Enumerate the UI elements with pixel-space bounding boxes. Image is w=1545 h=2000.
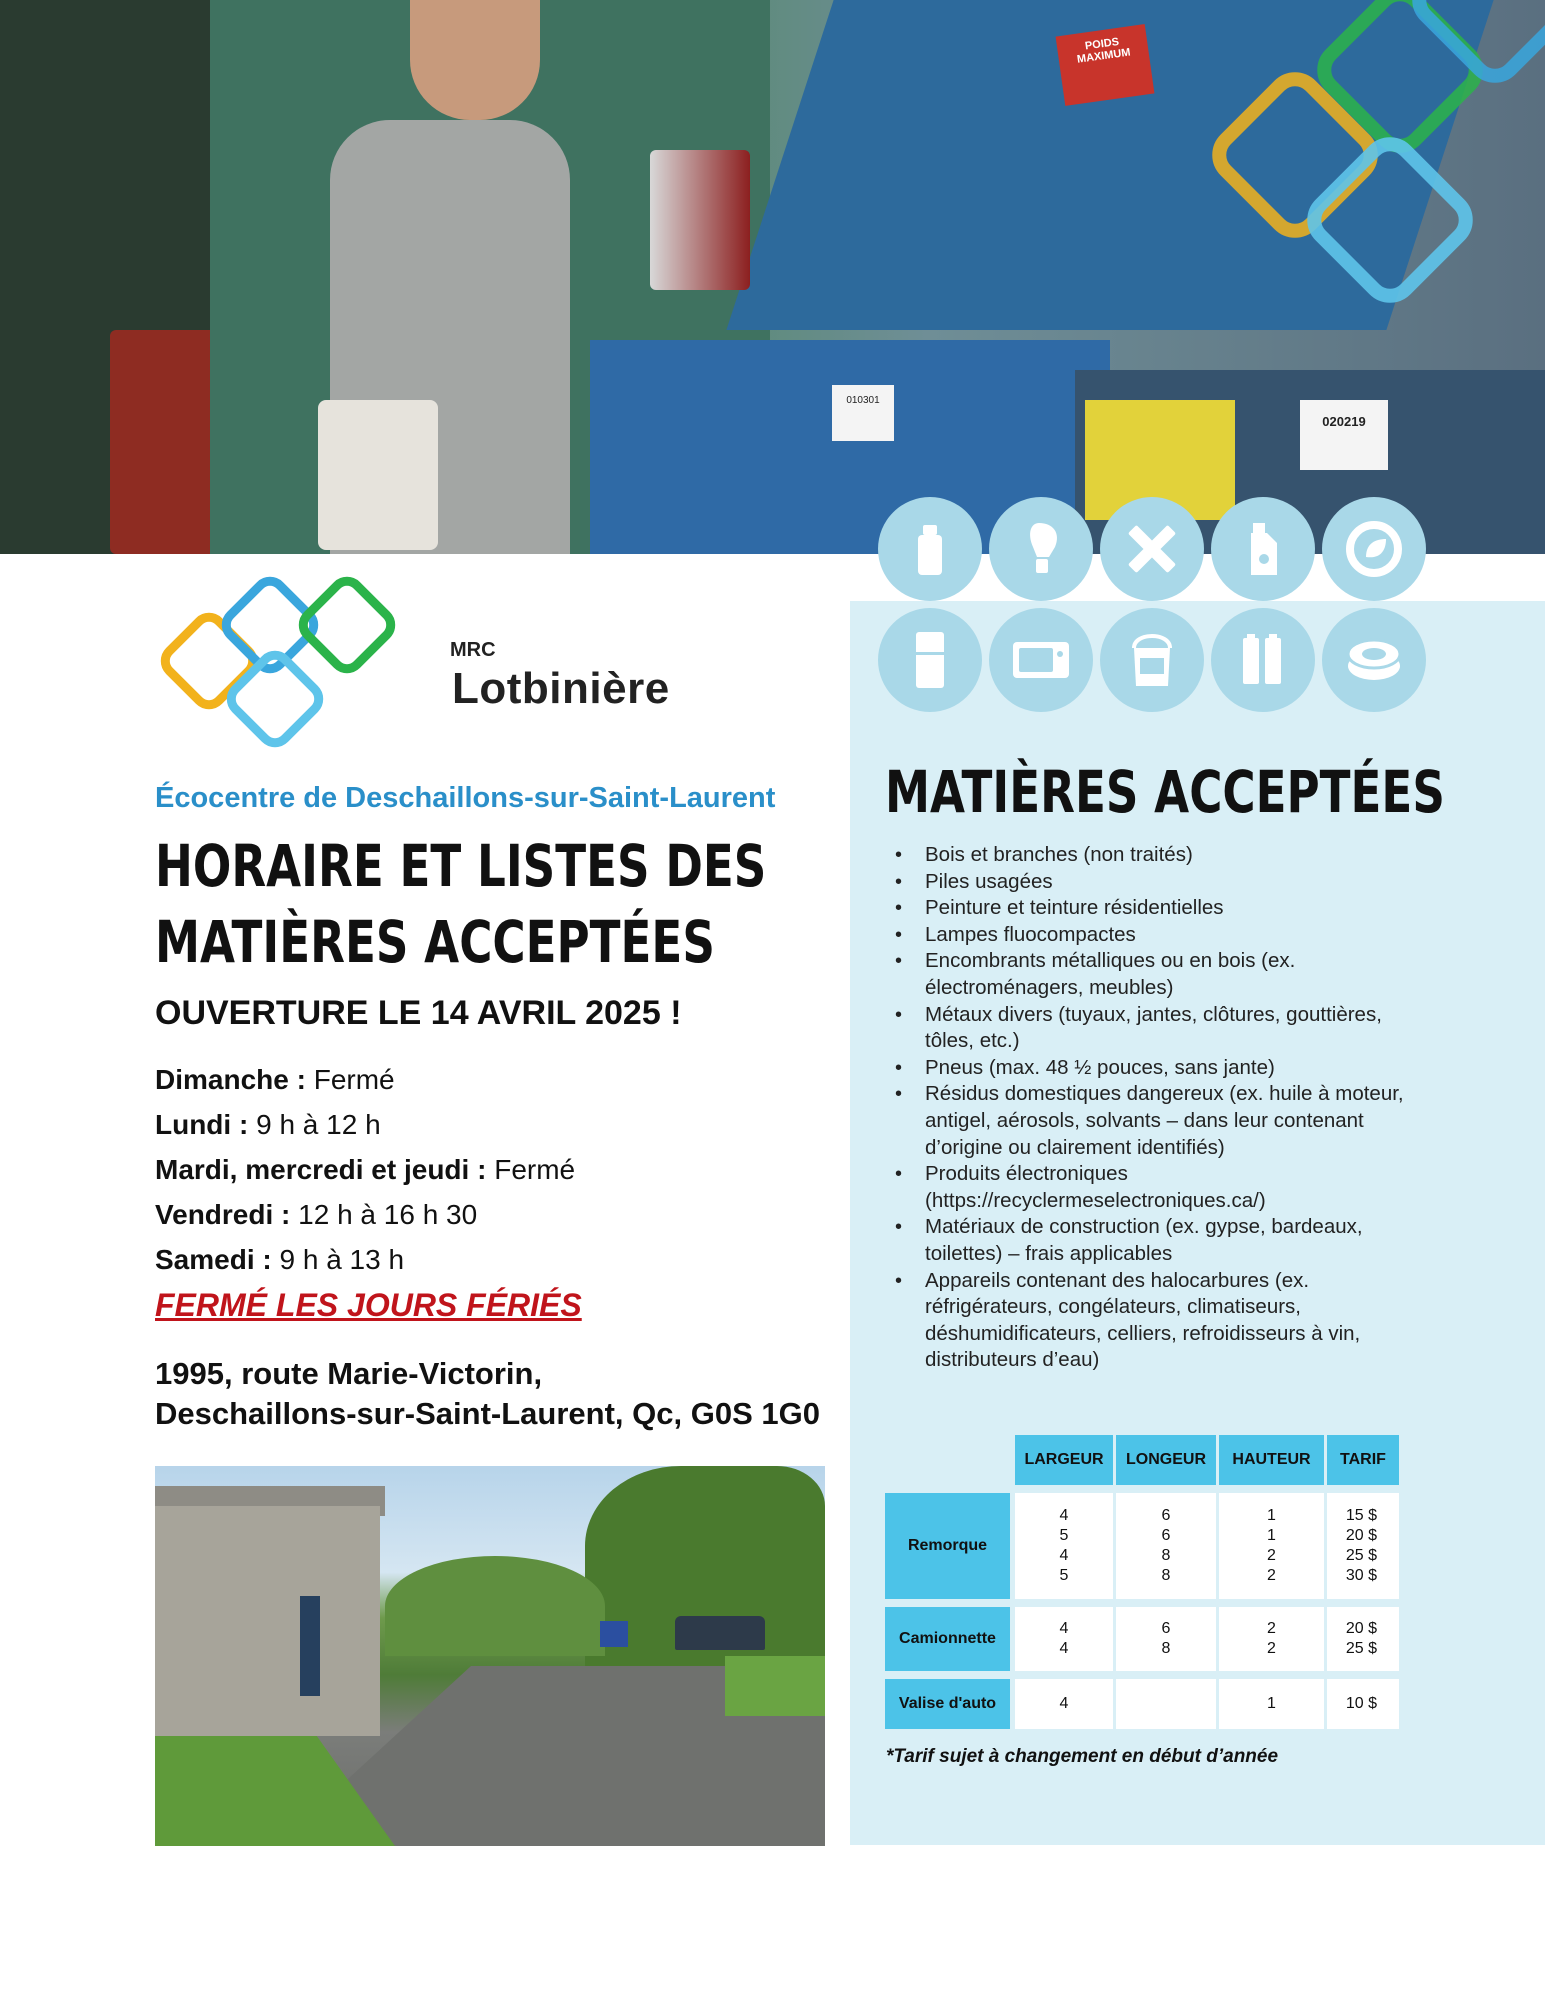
tariff-value: 4 (1059, 1547, 1069, 1564)
hours-value: 9 h à 13 h (279, 1244, 405, 1275)
photo-pickup-truck (675, 1616, 765, 1650)
hours-row: Dimanche : Fermé (155, 1064, 395, 1095)
hours-value: Fermé (313, 1064, 395, 1095)
material-item: • Pneus (max. 48 ½ pouces, sans jante) (895, 1055, 1435, 1082)
material-item: • Lampes fluocompactes (895, 922, 1435, 949)
title-line: MATIÈRES ACCEPTÉES (155, 908, 715, 976)
logo-prefix: MRC (450, 639, 496, 661)
tariff-value: 6 (1161, 1527, 1171, 1544)
tariff-cell (1219, 1679, 1324, 1729)
hours-day: Vendredi (155, 1199, 274, 1230)
hero-logo-overlay (1180, 0, 1545, 330)
hours-value: Fermé (494, 1154, 576, 1185)
tariff-value: 6 (1161, 1507, 1171, 1524)
tariff-value: 1 (1267, 1695, 1276, 1712)
tariff-value: 20 $ (1345, 1527, 1377, 1544)
photo-building (155, 1506, 380, 1736)
refrigerator-icon (878, 608, 982, 712)
material-item: • Peinture et teinture résidentielles (895, 895, 1435, 922)
tariff-value: 4 (1059, 1620, 1069, 1637)
hero-bin-label: 010301 (832, 385, 894, 441)
photo-trees (385, 1556, 605, 1656)
tariff-value: 5 (1059, 1567, 1069, 1584)
hero-paint-can (650, 150, 750, 290)
tariff-value: 10 $ (1345, 1695, 1377, 1712)
tariff-value: 1 (1267, 1527, 1276, 1544)
wood-planks-icon (1100, 497, 1204, 601)
hero-photo (0, 0, 1545, 554)
hours-day: Mardi, mercredi et jeudi (155, 1154, 470, 1185)
opening-hours (155, 1060, 835, 1285)
battery-icon (1211, 608, 1315, 712)
materials-title: MATIÈRES ACCEPTÉES (885, 758, 1445, 826)
hours-day: Dimanche (155, 1064, 289, 1095)
tariff-value: 2 (1267, 1547, 1276, 1564)
tariff-value: 2 (1267, 1620, 1276, 1637)
tariff-value: 30 $ (1345, 1567, 1377, 1584)
tariff-value: 8 (1161, 1640, 1171, 1657)
logo-name: Lotbinière (452, 664, 670, 713)
tariff-header: LONGEUR (1116, 1435, 1216, 1485)
hours-value: 9 h à 12 h (256, 1109, 381, 1140)
tariff-value: 8 (1161, 1567, 1171, 1584)
material-item: • Appareils contenant des halocarbures (ex. réfrigérateurs, congélateurs, climatiseurs, déshumidificateurs, celliers, refroidisseurs à vin, distributeurs d’eau) (895, 1268, 1435, 1374)
photo-lawn (725, 1656, 825, 1716)
tariff-value: 8 (1161, 1547, 1171, 1564)
material-item: • Métaux divers (tuyaux, jantes, clôtures, gouttières, tôles, etc.) (895, 1002, 1435, 1055)
address (155, 1354, 820, 1434)
hours-row: Mardi, mercredi et jeudi : Fermé (155, 1154, 576, 1185)
material-item: • Bois et branches (non traités) (895, 842, 1435, 869)
hero-person-head (410, 0, 540, 120)
tariff-row-label: Valise d'auto (885, 1679, 1010, 1729)
tariff-cell (1327, 1607, 1399, 1671)
opening-date: OUVERTURE LE 14 AVRIL 2025 ! (155, 994, 682, 1032)
hours-row: Vendredi : 12 h à 16 h 30 (155, 1199, 478, 1230)
title-line: HORAIRE ET LISTES DES (155, 832, 767, 900)
tariff-value: 2 (1267, 1640, 1276, 1657)
material-item: • Matériaux de construction (ex. gypse, bardeaux, toilettes) – frais applicables (895, 1214, 1435, 1267)
photo-signpost (300, 1596, 320, 1696)
lamp-bulb-icon (989, 497, 1093, 601)
tariff-value: 2 (1267, 1567, 1276, 1584)
tariff-cell (1116, 1493, 1216, 1599)
hours-row: Lundi : 9 h à 12 h (155, 1109, 381, 1140)
hours-day: Samedi (155, 1244, 255, 1275)
tariff-cell (1219, 1607, 1324, 1671)
microwave-icon (989, 608, 1093, 712)
paint-can-icon (1100, 608, 1204, 712)
material-item: • Produits électroniques (https://recyclermeselectroniques.ca/) (895, 1161, 1435, 1214)
tariff-value: 25 $ (1345, 1640, 1377, 1657)
oil-bottle-icon (1211, 497, 1315, 601)
tariff-value: 1 (1267, 1507, 1276, 1524)
tariff-cell (1116, 1679, 1216, 1729)
address-line: 1995, route Marie-Victorin, (155, 1356, 543, 1391)
tariff-value: 15 $ (1345, 1507, 1377, 1524)
tariff-cell (1015, 1607, 1113, 1671)
tariff-cell (1327, 1679, 1399, 1729)
ecocentre-subtitle: Écocentre de Deschaillons-sur-Saint-Laurent (155, 782, 776, 814)
tariff-note: *Tarif sujet à changement en début d’année (886, 1746, 1279, 1767)
hours-row: Samedi : 9 h à 13 h (155, 1244, 405, 1275)
tariff-value: 20 $ (1345, 1620, 1377, 1637)
materials-list (895, 842, 1435, 1374)
tariff-header: LARGEUR (1015, 1435, 1113, 1485)
tariff-row-label: Camionnette (885, 1607, 1010, 1671)
tariff-cell (1327, 1493, 1399, 1599)
tariff-header: HAUTEUR (1219, 1435, 1324, 1485)
tariff-value: 5 (1059, 1527, 1069, 1544)
tariff-value: 4 (1059, 1695, 1069, 1712)
ecocentre-site-photo (155, 1466, 825, 1846)
hero-paint-can (318, 400, 438, 550)
tire-icon (1322, 608, 1426, 712)
tariff-header: TARIF (1327, 1435, 1399, 1485)
tariff-value: 25 $ (1345, 1547, 1377, 1564)
material-item: • Résidus domestiques dangereux (ex. huile à moteur, antigel, aérosols, solvants – dans leur contenant d’origine ou clairement identifiés) (895, 1081, 1435, 1161)
logo-diamonds-icon (152, 576, 452, 756)
hero-bin-label: 020219 (1300, 400, 1388, 470)
material-item: • Encombrants métalliques ou en bois (ex. électroménagers, meubles) (895, 948, 1435, 1001)
photo-container (600, 1621, 628, 1647)
tariff-value: 4 (1059, 1640, 1069, 1657)
hours-value: 12 h à 16 h 30 (298, 1199, 478, 1230)
tariff-cell (1015, 1679, 1113, 1729)
tariff-value: 4 (1059, 1507, 1069, 1524)
mrc-lotbiniere-logo (152, 576, 670, 756)
page-title (155, 828, 767, 980)
tariff-value: 6 (1161, 1620, 1171, 1637)
address-line: Deschaillons-sur-Saint-Laurent, Qc, G0S 1G0 (155, 1396, 820, 1431)
material-item: • Piles usagées (895, 869, 1435, 896)
tariff-cell (1219, 1493, 1324, 1599)
tariff-row-label: Remorque (885, 1493, 1010, 1599)
tariff-cell (1015, 1493, 1113, 1599)
hero-weight-sign: POIDS MAXIMUM (1056, 24, 1155, 106)
hours-day: Lundi (155, 1109, 232, 1140)
aerosol-icon (878, 497, 982, 601)
recycle-leaf-icon (1322, 497, 1426, 601)
holiday-notice: FERMÉ LES JOURS FÉRIÉS (155, 1287, 582, 1323)
tariff-cell (1116, 1607, 1216, 1671)
